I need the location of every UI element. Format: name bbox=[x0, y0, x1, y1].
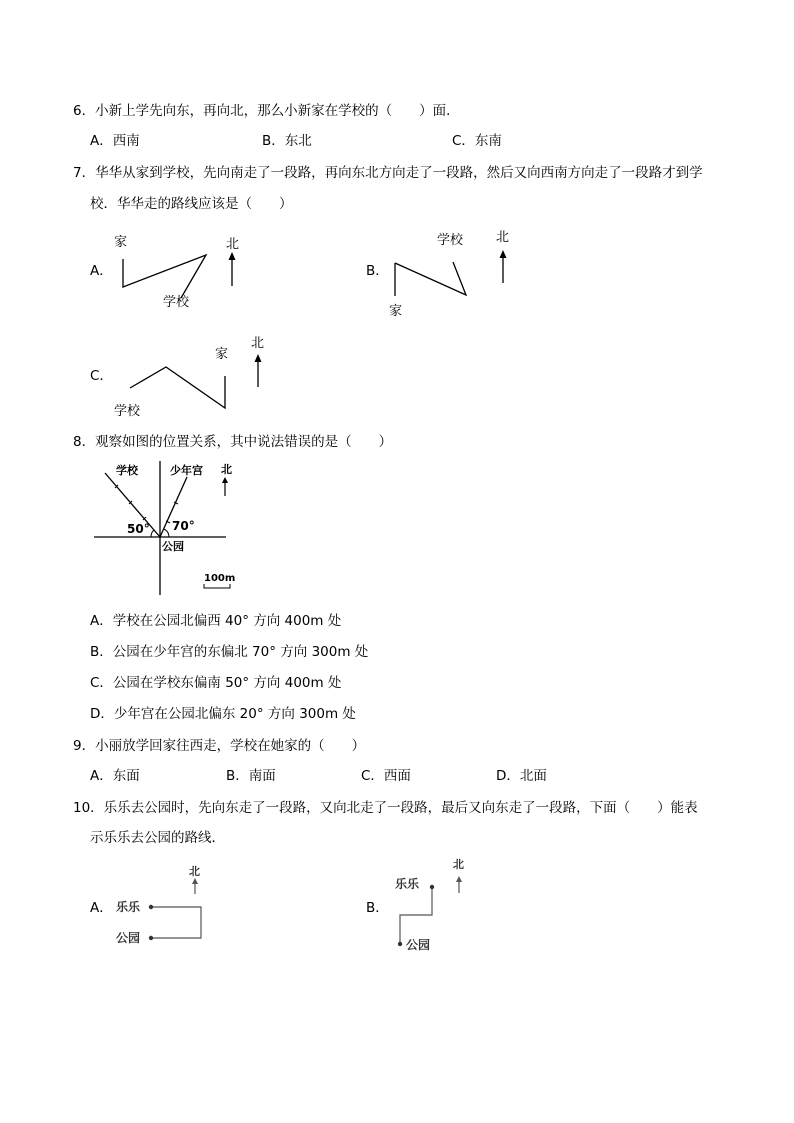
q10-a-end-dot bbox=[149, 936, 153, 940]
q7-option-c-letter: C． bbox=[90, 368, 113, 384]
q10-a-route-line bbox=[151, 907, 201, 938]
q6-option-a: A．西南 bbox=[90, 133, 140, 149]
q10-a-north-label: 北 bbox=[189, 865, 200, 878]
q7-option-b-figure bbox=[385, 226, 525, 321]
q10-b-route-line bbox=[400, 887, 432, 944]
q8-school-label: 学校 bbox=[116, 464, 138, 477]
q7-a-school-label: 学校 bbox=[163, 295, 190, 310]
q10-b-end-dot bbox=[398, 942, 402, 946]
q8-angle-arc-left bbox=[151, 530, 154, 537]
q7-a-north-arrowhead-icon bbox=[229, 252, 236, 260]
q7-b-north-label: 北 bbox=[496, 230, 510, 245]
q7-option-c-figure bbox=[110, 330, 270, 425]
q8-angle-left-label: 50° bbox=[127, 522, 150, 536]
q7-c-north-label: 北 bbox=[251, 336, 265, 351]
q8-north-label: 北 bbox=[221, 463, 232, 476]
q10-a-north-arrowhead-icon bbox=[192, 878, 198, 884]
q7-c-route-line bbox=[130, 367, 225, 408]
q8-north-arrowhead-icon bbox=[222, 477, 228, 483]
q10-b-lele-label: 乐乐 bbox=[394, 877, 419, 891]
q7-a-north-label: 北 bbox=[226, 237, 240, 252]
q7-a-route-line bbox=[123, 255, 206, 298]
q8-park-label: 公园 bbox=[162, 540, 184, 553]
q7-c-north-arrowhead-icon bbox=[255, 354, 262, 362]
q10-b-start-dot bbox=[430, 885, 434, 889]
q8-scale-bar bbox=[204, 584, 230, 588]
q10-b-north-arrowhead-icon bbox=[456, 876, 462, 882]
q8-position-figure bbox=[92, 455, 242, 600]
q8-option-d: D．少年宫在公园北偏东 20° 方向 300m 处 bbox=[90, 706, 356, 722]
q10-b-north-label: 北 bbox=[453, 858, 464, 871]
q10-a-start-dot bbox=[149, 905, 153, 909]
q7-stem-line2: 校．华华走的路线应该是（ ） bbox=[90, 196, 293, 212]
q10-stem-line2: 示乐乐去公园的路线． bbox=[90, 830, 225, 846]
q7-a-home-label: 家 bbox=[114, 235, 128, 250]
q7-option-b-letter: B． bbox=[366, 263, 389, 279]
q6-stem: 6．小新上学先向东，再向北，那么小新家在学校的（ ）面． bbox=[73, 103, 460, 119]
q7-b-north-arrowhead-icon bbox=[500, 250, 507, 258]
q8-option-c: C．公园在学校东偏南 50° 方向 400m 处 bbox=[90, 675, 342, 691]
q7-c-home-label: 家 bbox=[215, 347, 229, 362]
q10-option-a-figure bbox=[112, 858, 217, 953]
q7-c-school-label: 学校 bbox=[114, 404, 141, 419]
q10-option-b-letter: B． bbox=[366, 900, 389, 916]
q10-option-a-letter: A． bbox=[90, 900, 113, 916]
q10-a-lele-label: 乐乐 bbox=[116, 900, 141, 914]
q7-b-home-label: 家 bbox=[389, 304, 403, 319]
q10-a-park-label: 公园 bbox=[116, 931, 141, 945]
q9-stem: 9．小丽放学回家往西走，学校在她家的（ ） bbox=[73, 738, 366, 754]
q8-option-b: B．公园在少年宫的东偏北 70° 方向 300m 处 bbox=[90, 644, 369, 660]
q9-option-b: B．南面 bbox=[226, 768, 276, 784]
q7-b-school-label: 学校 bbox=[437, 233, 464, 248]
q6-option-b: B．东北 bbox=[262, 133, 312, 149]
q9-option-c: C．西面 bbox=[361, 768, 411, 784]
q7-stem-line1: 7．华华从家到学校，先向南走了一段路，再向东北方向走了一段路，然后又向西南方向走了一段路才到学 bbox=[73, 165, 703, 181]
q10-option-b-figure bbox=[388, 852, 488, 957]
q8-option-a: A．学校在公园北偏西 40° 方向 400m 处 bbox=[90, 613, 342, 629]
q10-stem-line1: 10．乐乐去公园时，先向东走了一段路，又向北走了一段路，最后又向东走了一段路，下面（ ）能表 bbox=[73, 800, 698, 816]
q8-angle-right-label: 70° bbox=[172, 519, 195, 533]
q8-scale-label: 100m bbox=[204, 573, 236, 584]
q9-option-d: D．北面 bbox=[496, 768, 547, 784]
q8-angle-arc-right bbox=[164, 529, 169, 537]
q8-stem: 8．观察如图的位置关系，其中说法错误的是（ ） bbox=[73, 434, 393, 450]
q8-youth-palace-label: 少年宫 bbox=[170, 464, 203, 477]
q7-b-route-line-main bbox=[395, 262, 466, 295]
q9-option-a: A．东面 bbox=[90, 768, 140, 784]
q7-option-a-figure bbox=[110, 228, 250, 318]
q6-option-c: C．东南 bbox=[452, 133, 502, 149]
q7-option-a-letter: A． bbox=[90, 263, 113, 279]
q10-b-park-label: 公园 bbox=[406, 938, 431, 952]
